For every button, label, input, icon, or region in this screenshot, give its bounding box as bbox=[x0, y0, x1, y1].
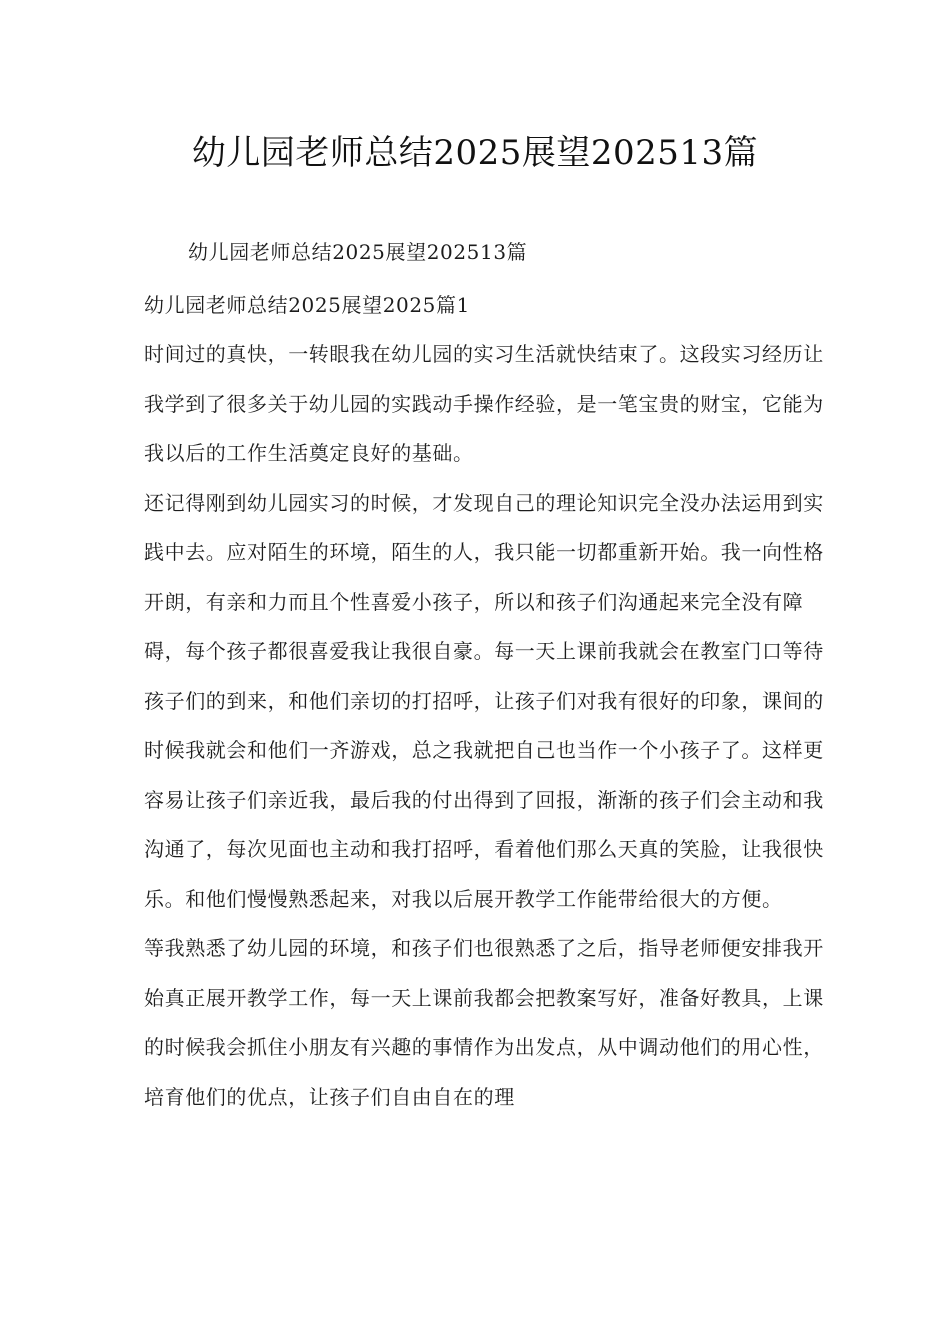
document-subtitle: 幼儿园老师总结2025展望202513篇 bbox=[188, 240, 528, 264]
paragraph-1: 时间过的真快，一转眼我在幼儿园的实习生活就快结束了。这段实习经历让我学到了很多关于幼儿园的实践动手操作经验，是一笔宝贵的财宝，它能为我以后的工作生活奠定良好的基础。 bbox=[144, 342, 824, 465]
paragraph-2: 还记得刚到幼儿园实习的时候，才发现自己的理论知识完全没办法运用到实践中去。应对陌生的环境，陌生的人，我只能一切都重新开始。我一向性格开朗，有亲和力而且个性喜爱小孩子，所以和孩子们沟通起来完全没有障碍，每个孩子都很喜爱我让我很自豪。每一天上课前我就会在教室门口等待孩子们的到来，和他们亲切的打招呼，让孩子们对我有很好的印象，课间的时候我就会和他们一齐游戏，总之我就把自己也当作一个小孩子了。这样更容易让孩子们亲近我，最后我的付出得到了回报，渐渐的孩子们会主动和我沟通了，每次见面也主动和我打招呼，看着他们那么天真的笑脸，让我很快乐。和他们慢慢熟悉起来，对我以后展开教学工作能带给很大的方便。 bbox=[144, 490, 824, 911]
document-body bbox=[144, 228, 834, 1122]
section-heading: 幼儿园老师总结2025展望2025篇1 bbox=[144, 292, 470, 317]
document-title: 幼儿园老师总结2025展望202513篇 bbox=[191, 133, 759, 173]
paragraph-3: 等我熟悉了幼儿园的环境，和孩子们也很熟悉了之后，指导老师便安排我开始真正展开教学工作，每一天上课前我都会把教案写好，准备好教具，上课的时候我会抓住小朋友有兴趣的事情作为出发点，从中调动他们的用心性，培育他们的优点，让孩子们自由自在的理 bbox=[144, 936, 824, 1109]
